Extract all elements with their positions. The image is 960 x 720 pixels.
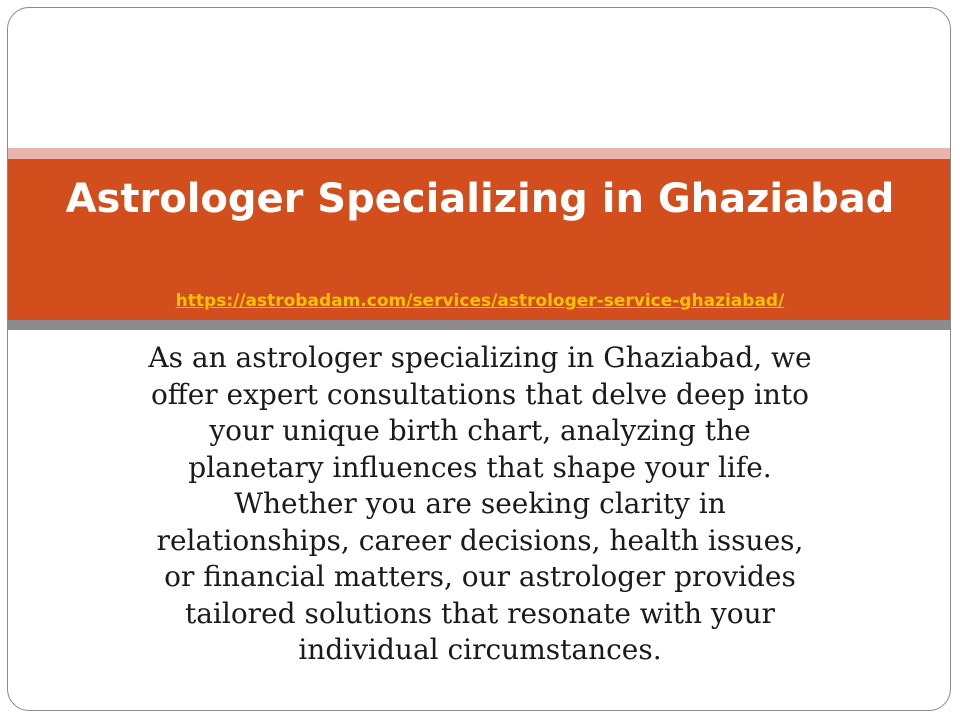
service-link[interactable]: https://astrobadam.com/services/astrologer-service-ghaziabad/ — [175, 291, 785, 311]
slide-title: Astrologer Specializing in Ghaziabad — [65, 176, 895, 222]
band-bottom-stripe — [8, 320, 951, 330]
slide-frame — [7, 7, 951, 711]
band-top-stripe — [8, 148, 951, 159]
body-paragraph: As an astrologer specializing in Ghaziabad, we offer expert consultations that delve deep into your unique birth chart, analyzing the planetary influences that shape your life. Whether you are seeking clarity in relationships, career decisions, health issues, or financial matters, our astrologer provides tailored solutions that resonate with your individual circumstances. — [148, 341, 812, 666]
title-band — [8, 159, 951, 320]
